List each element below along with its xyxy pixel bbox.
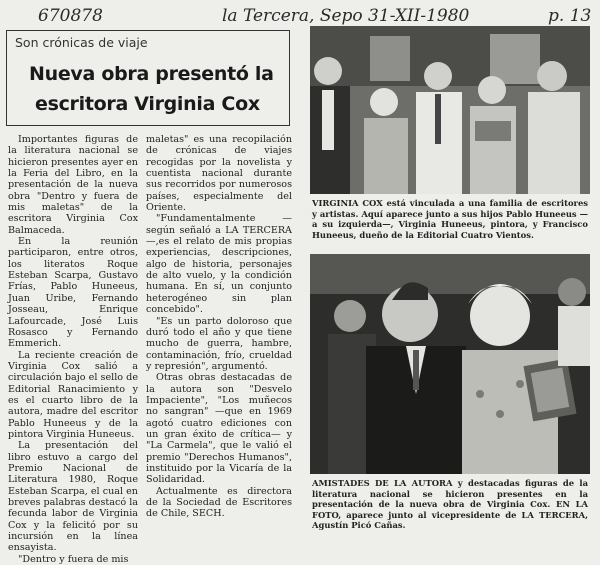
paragraph: La reciente creación de Virginia Cox salió a circulación bajo el sello de Editorial Ranacimiento y es el cuarto libro de la autora, madre del escritor Pablo Huneeus y de la pintora Virginia Huneeus.: [8, 349, 138, 440]
handwritten-page-number: p. 13: [548, 6, 592, 26]
paragraph: "Es un parto doloroso que duró todo el año y que tiene mucho de guerra, hambre, contaminación, frío, crueldad y represión", argumentó.: [146, 315, 292, 372]
paragraph: Importantes figuras de la literatura nacional se hicieron presentes ayer en la Feria del Libro, en la presentación de la nueva obra "Dentro y fuera de mis maletas" de la escritora Virginia Cox Balmaceda.: [8, 134, 138, 236]
paragraph: "Dentro y fuera de mis: [18, 553, 129, 565]
group-photo: [310, 26, 590, 194]
paragraph: En la reunión participaron, entre otros, los literatos Roque Esteban Scarpa, Gustavo Frías, Pablo Huneeus, Juan Uribe, Fernando Josseau, Enrique Lafourcade, José Luis Rosasco y Fernando Emmerich.: [8, 236, 138, 350]
article-column-1: [8, 134, 138, 565]
handwritten-newspaper-date: la Tercera, Sepo 31-XII-1980: [222, 6, 470, 26]
photo-caption-2: AMISTADES DE LA AUTORA y destacadas figuras de la literatura nacional se hicieron presentes en la presentación de la nueva obra de Virginia Cox. EN LA FOTO, aparece junto al vicepresidente de LA TERCERA, Agustín Picó Cañas.: [312, 478, 588, 531]
paragraph: Otras obras destacadas de la autora son "Desvelo Impaciente", "Los muñecos no sangran" —que en 1969 agotó cuatro ediciones con un gran éxito de crítica— y "La Carmela", que le valió el premio "Derechos Humanos", instituido por la Vicaría de la Solidaridad.: [146, 372, 292, 486]
paragraph: "Fundamentalmente —según señaló a LA TERCERA—,es el relato de mis propias experiencias, descripciones, algo de historia, personajes de alto vuelo, y la condición humana. En sí, un conjunto heterogéneo sin plan concebido".: [146, 213, 292, 316]
paragraph: La presentación del libro estuvo a cargo del Premio Nacional de Literatura 1980, Roque Esteban Scarpa, el cual en breves palabras destacó la fecunda labor de Virginia Cox y la felicitó por su incursión en la línea ensayista.: [8, 440, 138, 554]
paragraph: Actualmente es directora de la Sociedad de Escritores de Chile, SECH.: [146, 485, 292, 520]
kicker: Son crónicas de viaje: [15, 35, 148, 50]
photo-caption-1: VIRGINIA COX está vinculada a una familia de escritores y artistas. Aquí aparece junto a sus hijos Pablo Huneeus —a su izquierda—, Virginia Huneeus, pintora, y Francisco Huneeus, dueño de la Editorial Cuatro Vientos.: [312, 198, 588, 240]
headline-line-1: Nueva obra presentó la: [29, 63, 274, 85]
paragraph: maletas" es una recopilación de crónicas de viajes recogidas por la novelista y cuentista nacional durante sus recorridos por numerosos países, especialmente del Oriente.: [146, 134, 292, 214]
handwritten-id: 670878: [38, 6, 103, 26]
article-column-2: [146, 134, 292, 520]
headline-line-2: escritora Virginia Cox: [35, 93, 260, 115]
author-photo-image: [310, 254, 590, 474]
headline-box: [6, 30, 290, 126]
group-photo-image: [310, 26, 590, 194]
author-with-vicepresident-photo: [310, 254, 590, 474]
